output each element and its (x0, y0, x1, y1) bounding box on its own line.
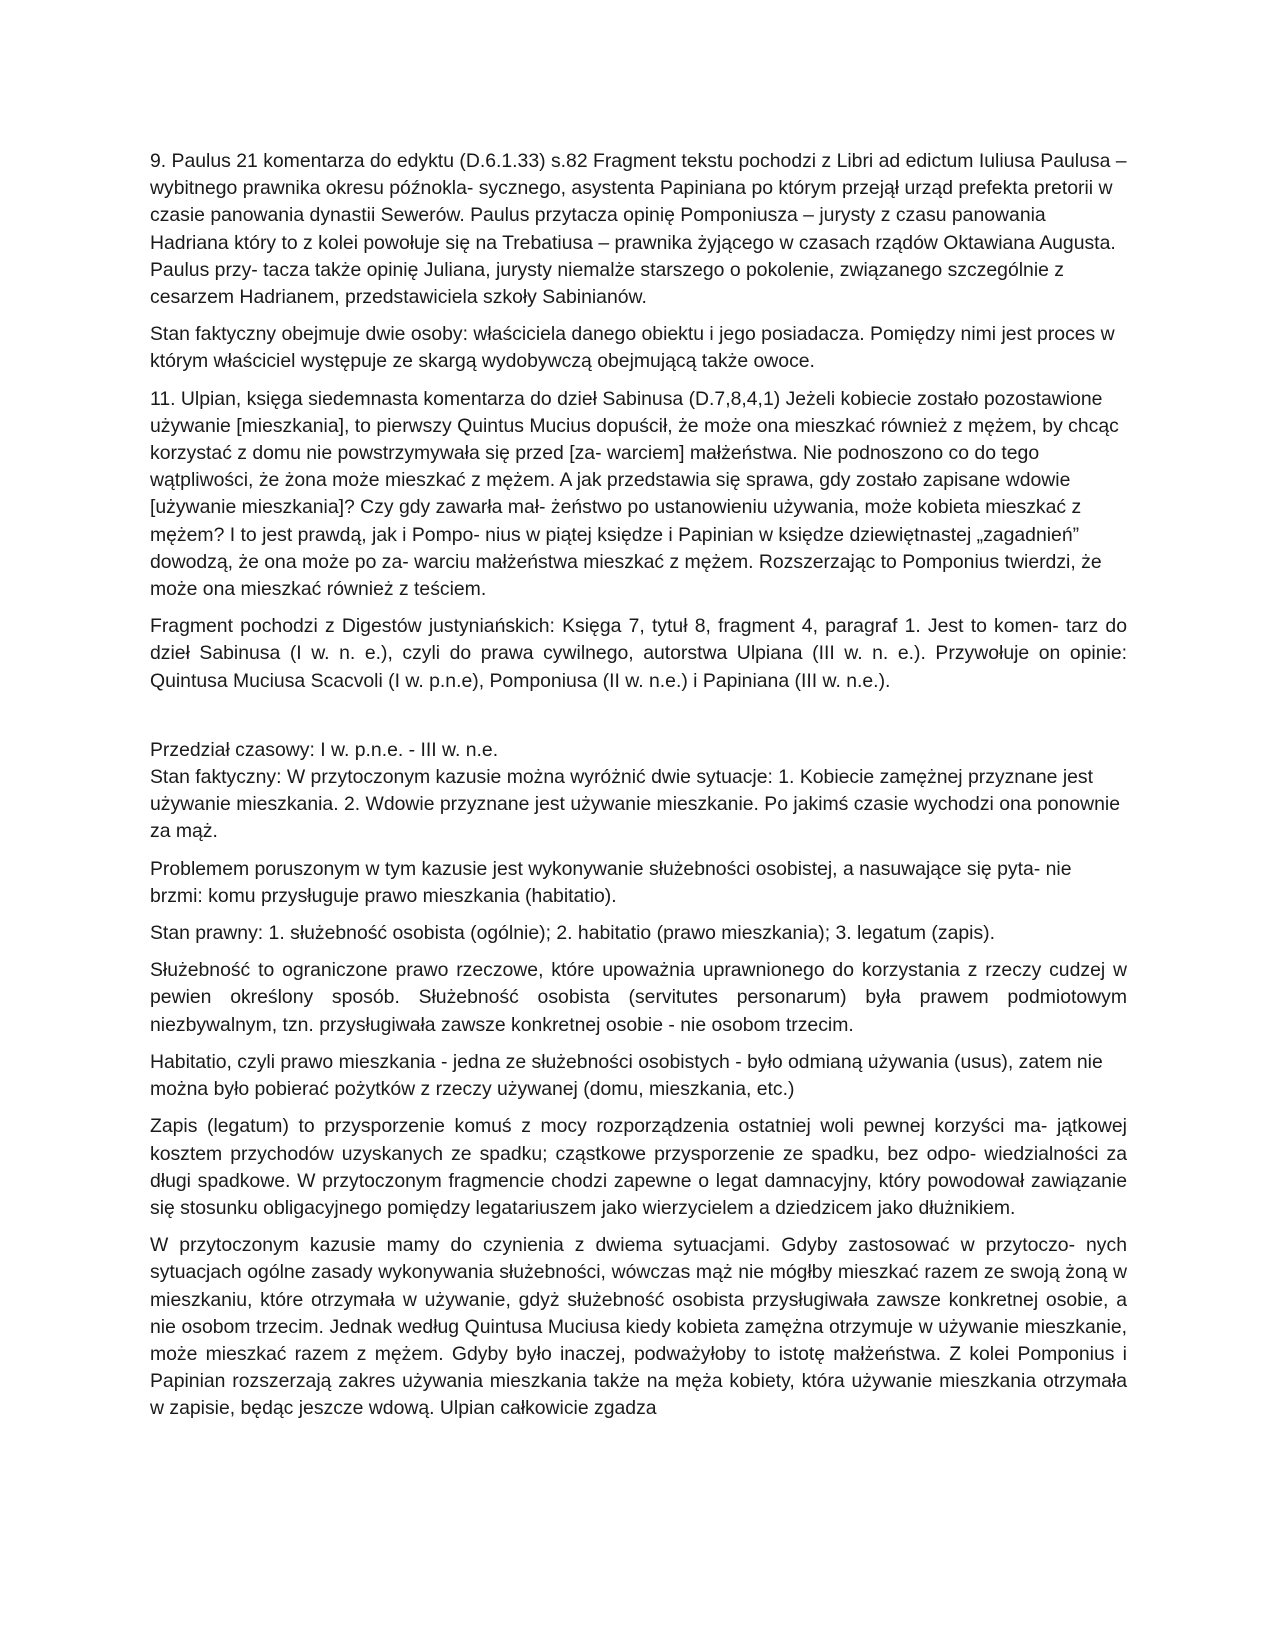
paragraph-ulpian: 11. Ulpian, księga siedemnasta komentarza do dzieł Sabinusa (D.7,8,4,1) Jeżeli kobiecie zostało pozostawione używanie [mieszkania], to pierwszy Quintus Mucius dopuścił, że może ona mieszkać również z mężem, by chcąc korzystać z domu nie powstrzymywała się przed [za- warciem] małżeństwa. Nie podnoszono co do tego wątpliwości, że żona może mieszkać z mężem. A jak przedstawia się sprawa, gdy zostało zapisane wdowie [używanie mieszkania]? Czy gdy zawarła mał- żeństwo po ustanowieniu używania, może kobieta mieszkać z mężem? I to jest prawdą, jak i Pompo- nius w piątej księdze i Papinian w księdze dziewiętnastej „zagadnień” dowodzą, że ona może po za- warciu małżeństwa mieszkać z mężem. Rozszerzając to Pomponius twierdzi, że może ona mieszkać również z teściem. (150, 387, 1119, 601)
paragraph-stan-faktyczny-2: Stan faktyczny: W przytoczonym kazusie można wyróżnić dwie sytuacje: 1. Kobiecie zamężnej przyznane jest używanie mieszkania. 2. Wdowie przyznane jest używanie mieszkanie. Po jakimś czasie wychodzi ona ponownie za mąż. (150, 766, 1120, 843)
paragraph-paulus: 9. Paulus 21 komentarza do edyktu (D.6.1.33) s.82 Fragment tekstu pochodzi z Libri ad edictum Iuliusa Paulusa – wybitnego prawnika okresu późnokla- sycznego, asystenta Papiniana po którym przejął urząd prefekta pretorii w czasie panowania dynastii Sewerów. Paulus przytacza opinię Pomponiusza – jurysty z czasu panowania Hadriana który to z kolei powołuje się na Trebatiusa – prawnika żyjącego w czasach rządów Oktawiana Augusta. Paulus przy- tacza także opinię Juliana, jurysty niemalże starszego o pokolenie, związanego szczególnie z cesarzem Hadrianem, przedstawiciela szkoły Sabinianów. (150, 150, 1127, 309)
paragraph-fragment-origin: Fragment pochodzi z Digestów justyniańskich: Księga 7, tytuł 8, fragment 4, paragraf 1. Jest to komen- tarz do dzieł Sabinusa (I w. n. e.), czyli do prawa cywilnego, autorstwa Ulpiana (III w. n. e.). Przywołuje on opinie: Quintusa Muciusa Scacvoli (I w. p.n.e), Pomponiusa (II w. n.e.) i Papiniana (III w. n.e.). (150, 615, 1127, 692)
section-spacer (150, 705, 1127, 737)
paragraph-problem: Problemem poruszonym w tym kazusie jest wykonywanie służebności osobistej, a nasuwające się pyta- nie brzmi: komu przysługuje prawo mieszkania (habitatio). (150, 857, 1072, 907)
paragraph-stan-faktyczny-1: Stan faktyczny obejmuje dwie osoby: właściciela danego obiektu i jego posiadacza. Pomiędzy nimi jest proces w którym właściciel występuje ze skargą wydobywczą obejmującą także owoce. (150, 323, 1115, 373)
document-page (150, 148, 1127, 1433)
paragraph-sluzebnosc: Służebność to ograniczone prawo rzeczowe, które upoważnia uprawnionego do korzystania z rzeczy cudzej w pewien określony sposób. Służebność osobista (servitutes personarum) była prawem podmiotowym niezbywalnym, tzn. przysługiwała zawsze konkretnej osobie - nie osobom trzecim. (150, 959, 1127, 1036)
paragraph-analysis: W przytoczonym kazusie mamy do czynienia z dwiema sytuacjami. Gdyby zastosować w przytoczo- nych sytuacjach ogólne zasady wykonywania służebności, wówczas mąż nie mógłby mieszkać razem ze swoją żoną w mieszkaniu, które otrzymała w używanie, gdyż służebność osobista przysługiwała zawsze konkretnej osobie, a nie osobom trzecim. Jednak według Quintusa Muciusa kiedy kobieta zamężna otrzymuje w używanie mieszkanie, może mieszkać razem z mężem. Gdyby było inaczej, podważyłoby to istotę małżeństwa. Z kolei Pomponius i Papinian rozszerzają zakres używania mieszkania także na męża kobiety, która używanie mieszkania otrzymała w zapisie, będąc jeszcze wdową. Ulpian całkowicie zgadza (150, 1234, 1127, 1420)
paragraph-stan-prawny: Stan prawny: 1. służebność osobista (ogólnie); 2. habitatio (prawo mieszkania); 3. legatum (zapis). (150, 922, 995, 945)
paragraph-habitatio: Habitatio, czyli prawo mieszkania - jedna ze służebności osobistych - było odmianą używania (usus), zatem nie można było pobierać pożytków z rzeczy używanej (domu, mieszkania, etc.) (150, 1050, 1103, 1101)
paragraph-zapis: Zapis (legatum) to przysporzenie komuś z mocy rozporządzenia ostatniej woli pewnej korzyści ma- jątkowej kosztem przychodów uzyskanych ze spadku; cząstkowe przysporzenie ze spadku, bez odpo- wiedzialności za długi spadkowe. W przytoczonym fragmencie chodzi zapewne o legat damnacyjny, który powodował zawiązanie się stosunku obligacyjnego pomiędzy legatariuszem jako wierzycielem a dziedzicem jako dłużnikiem. (150, 1115, 1127, 1219)
paragraph-przedzial-czasowy: Przedział czasowy: I w. p.n.e. - III w. n.e. (150, 738, 499, 761)
